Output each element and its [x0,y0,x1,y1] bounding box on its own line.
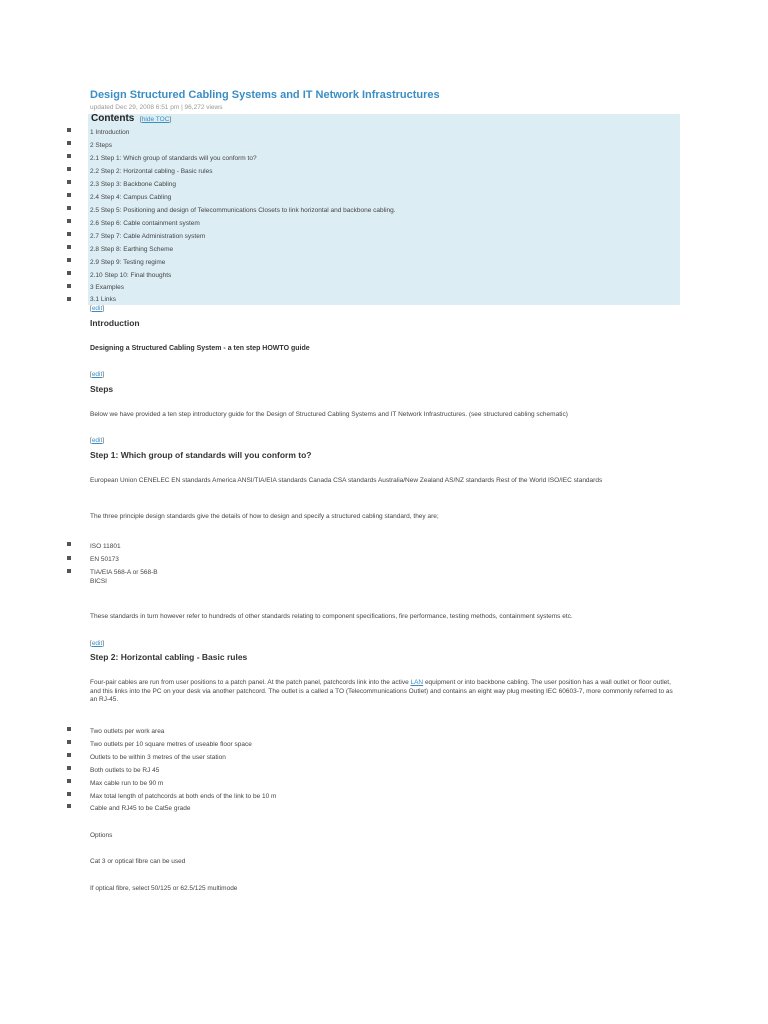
toc-bullet [67,245,71,249]
list-bullet [67,779,71,783]
option-text: If optical fibre, select 50/125 or 62.5/125 multimode [90,885,238,892]
list-item: Two outlets per work area [90,728,165,735]
toc-item[interactable]: 2.10 Step 10: Final thoughts [90,272,172,279]
toc-item[interactable]: 2.9 Step 9: Testing regime [90,259,166,266]
article-title: Design Structured Cabling Systems and IT Network Infrastructures [90,89,440,101]
list-item: BICSI [90,578,107,585]
list-item: Cable and RJ45 to be Cat5e grade [90,805,191,812]
toc-item[interactable]: 2.7 Step 7: Cable Administration system [90,233,206,240]
section-heading-steps: Steps [90,384,114,394]
toc-bullet [67,154,71,158]
introduction-subheading: Designing a Structured Cabling System - a ten step HOWTO guide [90,345,310,352]
list-bullet [67,804,71,808]
step1-paragraph: These standards in turn however refer to hundreds of other standards relating to component specifications, fire performance, testing methods, containment systems etc. [90,613,573,620]
list-item: Outlets to be within 3 metres of the user station [90,754,226,761]
toc-item[interactable]: 2.3 Step 3: Backbone Cabling [90,181,177,188]
steps-paragraph: Below we have provided a ten step introductory guide for the Design of Structured Cabling Systems and IT Network Infrastructures. (see structured cabling schematic) [90,411,568,418]
list-bullet [67,753,71,757]
list-bullet [67,766,71,770]
hide-toc-link[interactable]: hide TOC [141,116,170,123]
toc-hide-toggle[interactable]: [hide TOC] [140,116,172,123]
list-item: Max total length of patchcords at both ends of the link to be 10 m [90,793,277,800]
toc-bullet [67,193,71,197]
toc-item[interactable]: 2.2 Step 2: Horizontal cabling - Basic rules [90,168,213,175]
list-bullet [67,740,71,744]
toc-item[interactable]: 3 Examples [90,284,124,291]
section-heading-introduction: Introduction [90,318,140,328]
toc-item[interactable]: 2.4 Step 4: Campus Cabling [90,194,172,201]
toc-bullet [67,297,71,301]
toc-item[interactable]: 1 Introduction [90,129,130,136]
section-heading-step1: Step 1: Which group of standards will you conform to? [90,450,312,460]
toc-bullet [67,128,71,132]
toc-item[interactable]: 3.1 Links [90,296,117,303]
lan-link[interactable]: LAN [410,679,424,686]
toc-title: Contents [91,113,135,124]
list-item: TIA/EIA 568-A or 568-B [90,569,158,576]
list-bullet [67,727,71,731]
list-item: Both outlets to be RJ 45 [90,767,160,774]
option-text: Cat 3 or optical fibre can be used [90,858,186,865]
toc-item[interactable]: 2.8 Step 8: Earthing Scheme [90,246,174,253]
list-item: Max cable run to be 90 m [90,780,164,787]
step1-paragraph: The three principle design standards give the details of how to design and specify a structured cabling standard, they are; [90,513,439,520]
toc-bullet [67,232,71,236]
toc-bullet [67,180,71,184]
step1-paragraph: European Union CENELEC EN standards America ANSI/TIA/EIA standards Canada CSA standards Australia/New Zealand AS/NZ standards Rest of the World ISO/IEC standards [90,477,603,484]
article-meta: updated Dec 29, 2008 6:51 pm | 96,272 views [90,104,223,111]
toc-item[interactable]: 2.5 Step 5: Positioning and design of Telecommunications Closets to link horizontal and backbone cabling. [90,207,396,214]
list-bullet [67,542,71,546]
toc-bullet [67,219,71,223]
toc-bullet [67,167,71,171]
toc-bullet [67,206,71,210]
toc-bullet [67,258,71,262]
edit-section-link[interactable]: [edit] [90,437,105,444]
toc-item[interactable]: 2.1 Step 1: Which group of standards will you conform to? [90,155,257,162]
list-item: Two outlets per 10 square metres of useable floor space [90,741,252,748]
toc-bullet [67,284,71,288]
toc-item[interactable]: 2 Steps [90,142,113,149]
list-bullet [67,556,71,560]
toc-bullet [67,271,71,275]
options-label: Options [90,832,113,839]
edit-section-link[interactable]: [edit] [90,640,105,647]
edit-section-link[interactable]: [edit] [90,371,105,378]
list-bullet [67,569,71,573]
list-bullet [67,792,71,796]
toc-item[interactable]: 2.6 Step 6: Cable containment system [90,220,200,227]
step2-paragraph: Four-pair cables are run from user positions to a patch panel. At the patch panel, patchcords link into the active LAN equipment or into backbone cabling. The user position has a wall outlet or floor outlet, and this links into the PC on your desk via another patchcord. The outlet is a called a TO (Telecommunications Outlet) and contains an eight way plug meeting IEC 60603-7, more commonly referred to as an RJ-45. [90,679,673,704]
section-heading-step2: Step 2: Horizontal cabling - Basic rules [90,652,248,662]
edit-section-link[interactable]: [edit] [90,305,105,312]
toc-bullet [67,141,71,145]
list-item: ISO 11801 [90,543,121,550]
list-item: EN 50173 [90,556,119,563]
